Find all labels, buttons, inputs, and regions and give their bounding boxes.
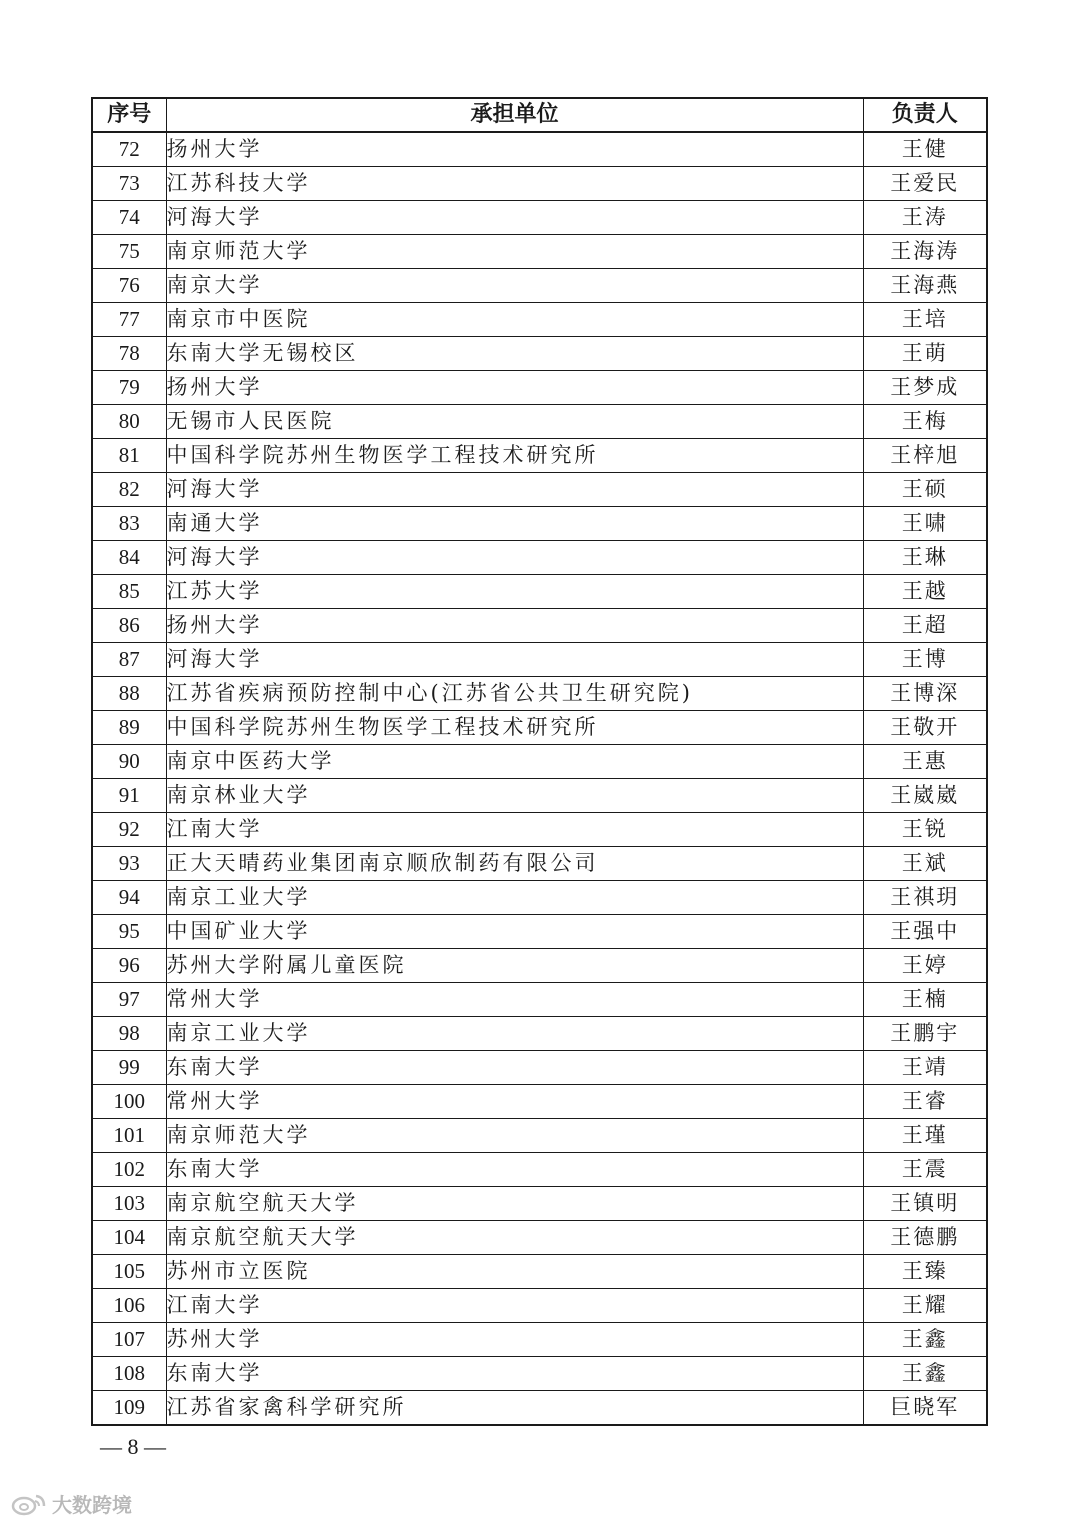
cell-num: 100 bbox=[92, 1085, 166, 1119]
table-row bbox=[92, 235, 987, 269]
cell-org: 苏州大学 bbox=[166, 1323, 863, 1357]
cell-org: 东南大学无锡校区 bbox=[166, 337, 863, 371]
table-row bbox=[92, 915, 987, 949]
table-row bbox=[92, 745, 987, 779]
cell-org: 江南大学 bbox=[166, 1289, 863, 1323]
cell-num: 106 bbox=[92, 1289, 166, 1323]
cell-num: 108 bbox=[92, 1357, 166, 1391]
cell-person: 王鹏宇 bbox=[863, 1017, 987, 1051]
cell-person: 王梦成 bbox=[863, 371, 987, 405]
cell-num: 72 bbox=[92, 132, 166, 167]
cell-org: 常州大学 bbox=[166, 1085, 863, 1119]
header-org: 承担单位 bbox=[166, 98, 863, 132]
table-row bbox=[92, 1085, 987, 1119]
cell-org: 南京航空航天大学 bbox=[166, 1221, 863, 1255]
cell-person: 王啸 bbox=[863, 507, 987, 541]
table-row bbox=[92, 303, 987, 337]
cell-num: 88 bbox=[92, 677, 166, 711]
cell-num: 89 bbox=[92, 711, 166, 745]
cell-org: 南京工业大学 bbox=[166, 1017, 863, 1051]
cell-num: 93 bbox=[92, 847, 166, 881]
cell-org: 南京大学 bbox=[166, 269, 863, 303]
table-header-row bbox=[92, 98, 987, 132]
cell-person: 王崴崴 bbox=[863, 779, 987, 813]
cell-num: 90 bbox=[92, 745, 166, 779]
cell-num: 103 bbox=[92, 1187, 166, 1221]
cell-person: 王爱民 bbox=[863, 167, 987, 201]
cell-person: 王梅 bbox=[863, 405, 987, 439]
cell-org: 河海大学 bbox=[166, 473, 863, 507]
table-row bbox=[92, 541, 987, 575]
cell-num: 94 bbox=[92, 881, 166, 915]
cell-org: 扬州大学 bbox=[166, 371, 863, 405]
cell-org: 江苏省家禽科学研究所 bbox=[166, 1391, 863, 1426]
cell-org: 南京工业大学 bbox=[166, 881, 863, 915]
table-row bbox=[92, 949, 987, 983]
cell-org: 东南大学 bbox=[166, 1153, 863, 1187]
table-row bbox=[92, 1119, 987, 1153]
table-row bbox=[92, 609, 987, 643]
table-row bbox=[92, 405, 987, 439]
cell-person: 王震 bbox=[863, 1153, 987, 1187]
cell-org: 苏州大学附属儿童医院 bbox=[166, 949, 863, 983]
cell-num: 105 bbox=[92, 1255, 166, 1289]
cell-org: 南通大学 bbox=[166, 507, 863, 541]
cell-person: 王海燕 bbox=[863, 269, 987, 303]
cell-person: 王敬开 bbox=[863, 711, 987, 745]
cell-num: 85 bbox=[92, 575, 166, 609]
table-row bbox=[92, 1153, 987, 1187]
table-row bbox=[92, 269, 987, 303]
cell-org: 扬州大学 bbox=[166, 132, 863, 167]
cell-num: 79 bbox=[92, 371, 166, 405]
cell-person: 王鑫 bbox=[863, 1323, 987, 1357]
table-row bbox=[92, 337, 987, 371]
cell-num: 86 bbox=[92, 609, 166, 643]
cell-num: 83 bbox=[92, 507, 166, 541]
cell-person: 王鑫 bbox=[863, 1357, 987, 1391]
cell-person: 王涛 bbox=[863, 201, 987, 235]
table-row bbox=[92, 813, 987, 847]
cell-person: 王惠 bbox=[863, 745, 987, 779]
watermark bbox=[10, 1489, 132, 1518]
cell-num: 84 bbox=[92, 541, 166, 575]
cell-org: 苏州市立医院 bbox=[166, 1255, 863, 1289]
cell-num: 109 bbox=[92, 1391, 166, 1426]
table-row bbox=[92, 711, 987, 745]
cell-num: 81 bbox=[92, 439, 166, 473]
table-row bbox=[92, 371, 987, 405]
cell-org: 南京师范大学 bbox=[166, 235, 863, 269]
cell-num: 91 bbox=[92, 779, 166, 813]
cell-num: 87 bbox=[92, 643, 166, 677]
cell-org: 江苏省疾病预防控制中心(江苏省公共卫生研究院) bbox=[166, 677, 863, 711]
table-row bbox=[92, 167, 987, 201]
cell-org: 江苏科技大学 bbox=[166, 167, 863, 201]
table-row bbox=[92, 439, 987, 473]
cell-person: 王健 bbox=[863, 132, 987, 167]
cell-org: 常州大学 bbox=[166, 983, 863, 1017]
table-row bbox=[92, 983, 987, 1017]
table-row bbox=[92, 1357, 987, 1391]
cell-num: 102 bbox=[92, 1153, 166, 1187]
cell-person: 王琳 bbox=[863, 541, 987, 575]
table-row bbox=[92, 473, 987, 507]
cell-person: 王强中 bbox=[863, 915, 987, 949]
cell-num: 98 bbox=[92, 1017, 166, 1051]
weibo-logo-icon bbox=[10, 1492, 48, 1516]
page-number: — 8 — bbox=[100, 1434, 166, 1459]
table-body bbox=[92, 132, 987, 1425]
table-row bbox=[92, 132, 987, 167]
cell-person: 王靖 bbox=[863, 1051, 987, 1085]
cell-org: 河海大学 bbox=[166, 541, 863, 575]
cell-org: 无锡市人民医院 bbox=[166, 405, 863, 439]
cell-person: 王镇明 bbox=[863, 1187, 987, 1221]
cell-person: 王瑾 bbox=[863, 1119, 987, 1153]
table-row bbox=[92, 881, 987, 915]
watermark-text: 大数跨境 bbox=[52, 1493, 132, 1517]
cell-num: 82 bbox=[92, 473, 166, 507]
cell-person: 王博深 bbox=[863, 677, 987, 711]
cell-num: 74 bbox=[92, 201, 166, 235]
cell-person: 王培 bbox=[863, 303, 987, 337]
header-person: 负责人 bbox=[863, 98, 987, 132]
table-row bbox=[92, 779, 987, 813]
cell-org: 南京市中医院 bbox=[166, 303, 863, 337]
cell-org: 江苏大学 bbox=[166, 575, 863, 609]
table-row bbox=[92, 1221, 987, 1255]
cell-person: 王锐 bbox=[863, 813, 987, 847]
cell-org: 正大天晴药业集团南京顺欣制药有限公司 bbox=[166, 847, 863, 881]
cell-person: 王斌 bbox=[863, 847, 987, 881]
cell-person: 王硕 bbox=[863, 473, 987, 507]
header-num: 序号 bbox=[92, 98, 166, 132]
cell-person: 王臻 bbox=[863, 1255, 987, 1289]
cell-num: 95 bbox=[92, 915, 166, 949]
table-row bbox=[92, 1187, 987, 1221]
table-row bbox=[92, 1391, 987, 1426]
cell-org: 南京师范大学 bbox=[166, 1119, 863, 1153]
cell-num: 101 bbox=[92, 1119, 166, 1153]
cell-person: 王博 bbox=[863, 643, 987, 677]
table-row bbox=[92, 1289, 987, 1323]
cell-person: 巨晓军 bbox=[863, 1391, 987, 1426]
cell-org: 东南大学 bbox=[166, 1051, 863, 1085]
cell-num: 92 bbox=[92, 813, 166, 847]
cell-person: 王婷 bbox=[863, 949, 987, 983]
cell-num: 96 bbox=[92, 949, 166, 983]
cell-person: 王祺玥 bbox=[863, 881, 987, 915]
cell-person: 王耀 bbox=[863, 1289, 987, 1323]
cell-person: 王越 bbox=[863, 575, 987, 609]
cell-num: 99 bbox=[92, 1051, 166, 1085]
cell-org: 东南大学 bbox=[166, 1357, 863, 1391]
cell-num: 97 bbox=[92, 983, 166, 1017]
cell-org: 中国科学院苏州生物医学工程技术研究所 bbox=[166, 711, 863, 745]
cell-org: 南京航空航天大学 bbox=[166, 1187, 863, 1221]
table-row bbox=[92, 1255, 987, 1289]
cell-person: 王海涛 bbox=[863, 235, 987, 269]
cell-org: 南京中医药大学 bbox=[166, 745, 863, 779]
cell-person: 王楠 bbox=[863, 983, 987, 1017]
cell-num: 77 bbox=[92, 303, 166, 337]
table-row bbox=[92, 1051, 987, 1085]
cell-person: 王萌 bbox=[863, 337, 987, 371]
cell-num: 78 bbox=[92, 337, 166, 371]
cell-org: 扬州大学 bbox=[166, 609, 863, 643]
table-row bbox=[92, 507, 987, 541]
cell-num: 73 bbox=[92, 167, 166, 201]
cell-org: 河海大学 bbox=[166, 201, 863, 235]
cell-person: 王睿 bbox=[863, 1085, 987, 1119]
cell-person: 王德鹏 bbox=[863, 1221, 987, 1255]
cell-num: 75 bbox=[92, 235, 166, 269]
cell-num: 107 bbox=[92, 1323, 166, 1357]
cell-org: 江南大学 bbox=[166, 813, 863, 847]
cell-num: 80 bbox=[92, 405, 166, 439]
table-row bbox=[92, 643, 987, 677]
cell-person: 王超 bbox=[863, 609, 987, 643]
table-row bbox=[92, 201, 987, 235]
cell-person: 王梓旭 bbox=[863, 439, 987, 473]
table-row bbox=[92, 847, 987, 881]
cell-org: 河海大学 bbox=[166, 643, 863, 677]
cell-org: 南京林业大学 bbox=[166, 779, 863, 813]
cell-org: 中国科学院苏州生物医学工程技术研究所 bbox=[166, 439, 863, 473]
table-row bbox=[92, 1323, 987, 1357]
table-row bbox=[92, 575, 987, 609]
project-table bbox=[91, 97, 988, 1426]
table-row bbox=[92, 677, 987, 711]
cell-num: 76 bbox=[92, 269, 166, 303]
table-row bbox=[92, 1017, 987, 1051]
cell-num: 104 bbox=[92, 1221, 166, 1255]
cell-org: 中国矿业大学 bbox=[166, 915, 863, 949]
